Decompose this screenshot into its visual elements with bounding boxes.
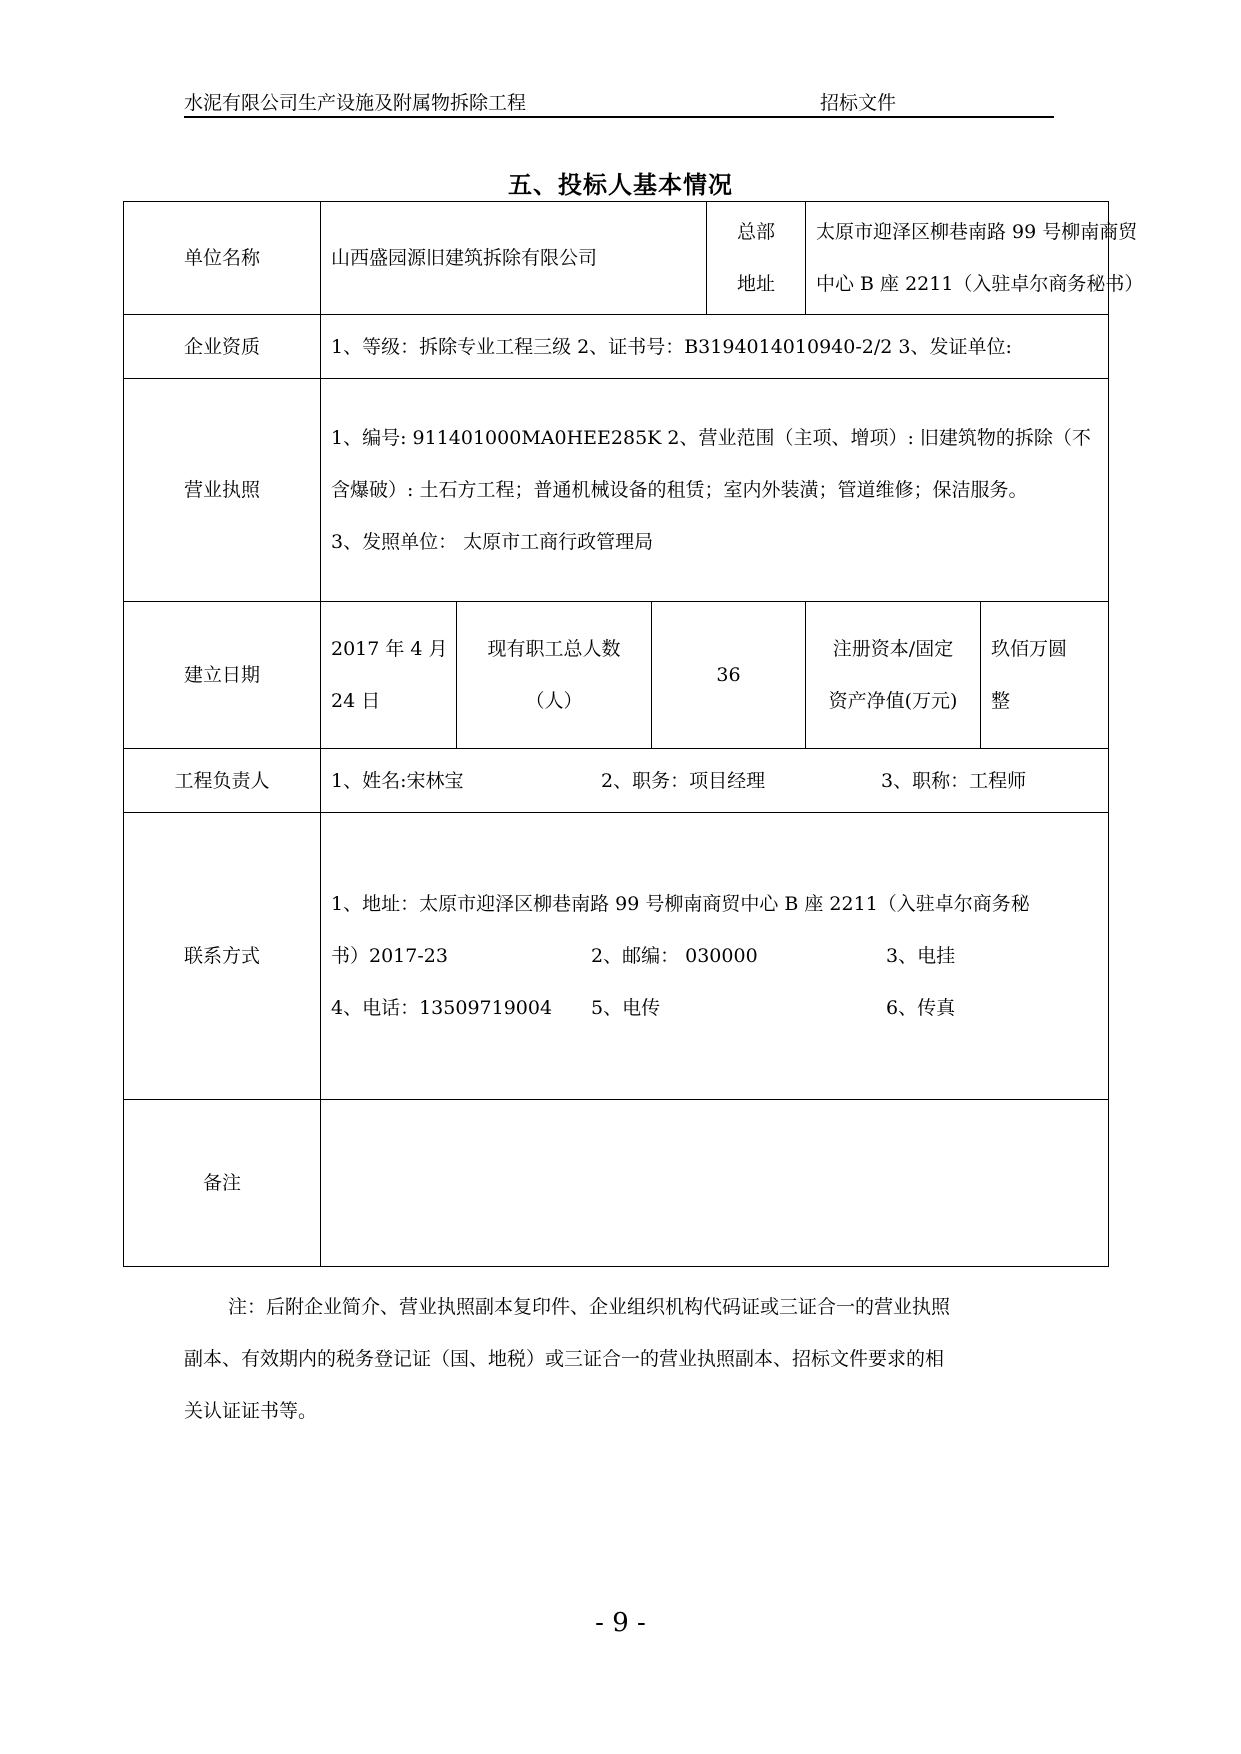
registered-capital-value: 玖佰万圆 整 bbox=[981, 602, 1109, 749]
contact-telex: 5、电传 bbox=[591, 997, 661, 1019]
staff-count-value: 36 bbox=[652, 602, 806, 749]
leader-title: 3、职称：工程师 bbox=[881, 769, 1027, 792]
contact-fax: 6、传真 bbox=[886, 997, 956, 1019]
table-row-contact bbox=[124, 813, 1109, 1100]
business-license-label: 营业执照 bbox=[124, 379, 321, 602]
page-header bbox=[184, 86, 1054, 118]
table-row-project-leader bbox=[124, 749, 1109, 813]
staff-count-label: 现有职工总人数 （人） bbox=[457, 602, 652, 749]
project-leader-label: 工程负责人 bbox=[124, 749, 321, 813]
contact-value bbox=[321, 813, 1109, 1100]
project-leader-value bbox=[321, 749, 1109, 813]
contact-phone: 4、电话：13509719004 bbox=[331, 997, 553, 1019]
table-row-qualification bbox=[124, 315, 1109, 379]
contact-label: 联系方式 bbox=[124, 813, 321, 1100]
footnote bbox=[184, 1281, 1054, 1437]
company-name-value: 山西盛园源旧建筑拆除有限公司 bbox=[321, 202, 707, 315]
table-row-business-license bbox=[124, 379, 1109, 602]
leader-name: 1、姓名:宋林宝 bbox=[331, 769, 464, 792]
registered-capital-label: 注册资本/固定 资产净值(万元) bbox=[806, 602, 981, 749]
bidder-info-table bbox=[123, 201, 1144, 1267]
contact-address: 1、地址：太原市迎泽区柳巷南路 99 号柳南商贸中心 B 座 2211（入驻卓尔商务秘 bbox=[331, 893, 1030, 915]
leader-position: 2、职务：项目经理 bbox=[601, 769, 766, 792]
company-name-label: 单位名称 bbox=[124, 202, 321, 315]
table-row-remarks bbox=[124, 1100, 1109, 1267]
contact-address-cont: 书）2017-23 bbox=[331, 945, 448, 967]
contact-telegraph: 3、电挂 bbox=[886, 945, 956, 967]
footnote-line-2: 副本、有效期内的税务登记证（国、地税）或三证合一的营业执照副本、招标文件要求的相 bbox=[184, 1348, 945, 1370]
footnote-line-3: 关认证证书等。 bbox=[184, 1400, 318, 1422]
headquarters-address-value: 太原市迎泽区柳巷南路 99 号柳南商贸 中心 B 座 2211（入驻卓尔商务秘书） bbox=[806, 202, 1109, 315]
contact-postcode: 2、邮编： 030000 bbox=[591, 945, 758, 967]
remarks-value bbox=[321, 1100, 1109, 1267]
qualification-value: 1、等级：拆除专业工程三级 2、证书号：B3194014010940-2/2 3、发证单位: bbox=[321, 315, 1109, 379]
remarks-label: 备注 bbox=[124, 1100, 321, 1267]
contact-line-2 bbox=[331, 930, 1098, 982]
table-row-establishment bbox=[124, 602, 1109, 749]
page-number: - 9 - bbox=[595, 1608, 646, 1638]
header-project-title: 水泥有限公司生产设施及附属物拆除工程 bbox=[184, 92, 527, 114]
header-document-type: 招标文件 bbox=[820, 92, 897, 114]
qualification-label: 企业资质 bbox=[124, 315, 321, 379]
footnote-line-1: 注：后附企业简介、营业执照副本复印件、企业组织机构代码证或三证合一的营业执照 bbox=[228, 1296, 951, 1318]
headquarters-address-label: 总部 地址 bbox=[707, 202, 806, 315]
contact-line-3 bbox=[331, 982, 1098, 1034]
establishment-date-label: 建立日期 bbox=[124, 602, 321, 749]
business-license-value: 1、编号: 911401000MA0HEE285K 2、营业范围（主项、增项）: 旧建筑物的拆除（不 含爆破）: 土石方工程；普通机械设备的租赁；室内外装潢；管道维修；保洁服务。 3、发照单位： 太原市工商行政管理局 bbox=[321, 379, 1109, 602]
establishment-date-value: 2017 年 4 月 24 日 bbox=[321, 602, 457, 749]
section-title: 五、投标人基本情况 bbox=[508, 171, 733, 199]
table-row-company-name bbox=[124, 202, 1109, 315]
